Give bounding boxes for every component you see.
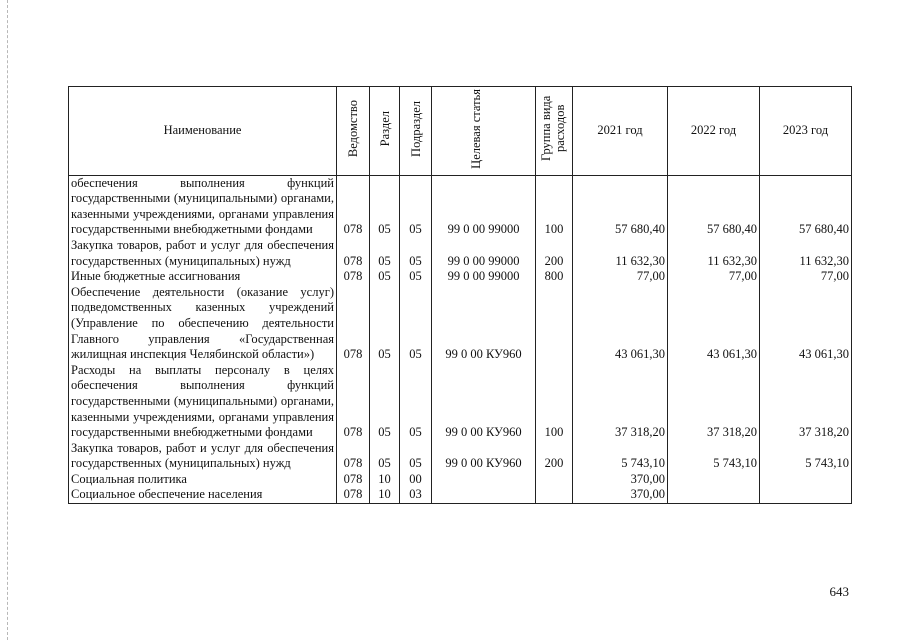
row-ved: 078 (337, 285, 370, 363)
row-2021: 5 743,10 (573, 441, 668, 472)
table-row (69, 441, 852, 472)
row-name: Обеспечение деятельности (оказание услуг) подведомственных казенных учреждений (Управление по обеспечению деятельности Главного управления «Государственная жилищная инспекция Челябинской области») (69, 285, 337, 363)
row-2022 (668, 487, 760, 503)
table-row (69, 238, 852, 269)
row-2021: 57 680,40 (573, 175, 668, 238)
row-2023: 5 743,10 (760, 441, 852, 472)
row-cs (432, 487, 536, 503)
row-cs: 99 0 00 99000 (432, 175, 536, 238)
row-razd: 05 (370, 285, 400, 363)
budget-table (68, 86, 852, 504)
row-2022: 37 318,20 (668, 363, 760, 441)
row-razd: 05 (370, 363, 400, 441)
table-header-row (69, 87, 852, 176)
row-2022: 43 061,30 (668, 285, 760, 363)
row-vr: 800 (536, 269, 573, 285)
row-2021: 37 318,20 (573, 363, 668, 441)
row-2023: 77,00 (760, 269, 852, 285)
row-razd: 05 (370, 441, 400, 472)
row-vr (536, 285, 573, 363)
row-razd: 05 (370, 238, 400, 269)
row-razd: 10 (370, 472, 400, 488)
header-2023: 2023 год (760, 87, 852, 176)
table-row (69, 363, 852, 441)
row-ved: 078 (337, 363, 370, 441)
row-2023: 57 680,40 (760, 175, 852, 238)
row-razd: 05 (370, 269, 400, 285)
row-2022: 5 743,10 (668, 441, 760, 472)
table-row (69, 487, 852, 503)
header-group: Группа вида расходов (536, 87, 573, 176)
row-ved: 078 (337, 269, 370, 285)
row-ved: 078 (337, 175, 370, 238)
row-2022: 57 680,40 (668, 175, 760, 238)
row-razd: 10 (370, 487, 400, 503)
row-vr: 200 (536, 441, 573, 472)
row-cs (432, 472, 536, 488)
row-2023 (760, 487, 852, 503)
row-podr: 03 (400, 487, 432, 503)
header-name: Наименование (69, 87, 337, 176)
row-razd: 05 (370, 175, 400, 238)
row-2023 (760, 472, 852, 488)
row-podr: 05 (400, 363, 432, 441)
row-2021: 11 632,30 (573, 238, 668, 269)
row-podr: 05 (400, 441, 432, 472)
row-2021: 43 061,30 (573, 285, 668, 363)
row-vr: 200 (536, 238, 573, 269)
row-ved: 078 (337, 441, 370, 472)
row-2021: 370,00 (573, 487, 668, 503)
row-name: Иные бюджетные ассигнования (69, 269, 337, 285)
row-cs: 99 0 00 99000 (432, 269, 536, 285)
header-2021: 2021 год (573, 87, 668, 176)
row-podr: 05 (400, 238, 432, 269)
table-row (69, 175, 852, 238)
row-ved: 078 (337, 472, 370, 488)
row-podr: 05 (400, 285, 432, 363)
row-vr (536, 487, 573, 503)
row-2022: 11 632,30 (668, 238, 760, 269)
row-podr: 00 (400, 472, 432, 488)
page-number: 643 (829, 584, 849, 599)
row-podr: 05 (400, 175, 432, 238)
row-cs: 99 0 00 КУ960 (432, 363, 536, 441)
row-name: Закупка товаров, работ и услуг для обеспечения государственных (муниципальных) нужд (69, 238, 337, 269)
row-vr (536, 472, 573, 488)
row-vr: 100 (536, 175, 573, 238)
header-podrazdel: Подраздел (400, 87, 432, 176)
row-name: Расходы на выплаты персоналу в целях обеспечения выполнения функций государственными (муниципальными) органами, казенными учреждениями, органами управления государственными внебюджетными фондами (69, 363, 337, 441)
row-podr: 05 (400, 269, 432, 285)
row-2023: 11 632,30 (760, 238, 852, 269)
row-2023: 37 318,20 (760, 363, 852, 441)
table-row (69, 285, 852, 363)
row-name: Социальная политика (69, 472, 337, 488)
header-2022: 2022 год (668, 87, 760, 176)
row-name: обеспечения выполнения функций государственными (муниципальными) органами, казенными учреждениями, органами управления государственными внебюджетными фондами (69, 175, 337, 238)
row-2022: 77,00 (668, 269, 760, 285)
table-row (69, 472, 852, 488)
row-2021: 370,00 (573, 472, 668, 488)
row-name: Социальное обеспечение населения (69, 487, 337, 503)
row-ved: 078 (337, 487, 370, 503)
row-2021: 77,00 (573, 269, 668, 285)
row-2022 (668, 472, 760, 488)
table-row (69, 269, 852, 285)
scan-margin-line (7, 0, 8, 640)
header-vedomstvo: Ведомство (337, 87, 370, 176)
row-2023: 43 061,30 (760, 285, 852, 363)
row-cs: 99 0 00 КУ960 (432, 441, 536, 472)
header-target: Целевая статья (432, 87, 536, 176)
header-razdel: Раздел (370, 87, 400, 176)
row-ved: 078 (337, 238, 370, 269)
row-cs: 99 0 00 99000 (432, 238, 536, 269)
row-name: Закупка товаров, работ и услуг для обеспечения государственных (муниципальных) нужд (69, 441, 337, 472)
row-vr: 100 (536, 363, 573, 441)
row-cs: 99 0 00 КУ960 (432, 285, 536, 363)
